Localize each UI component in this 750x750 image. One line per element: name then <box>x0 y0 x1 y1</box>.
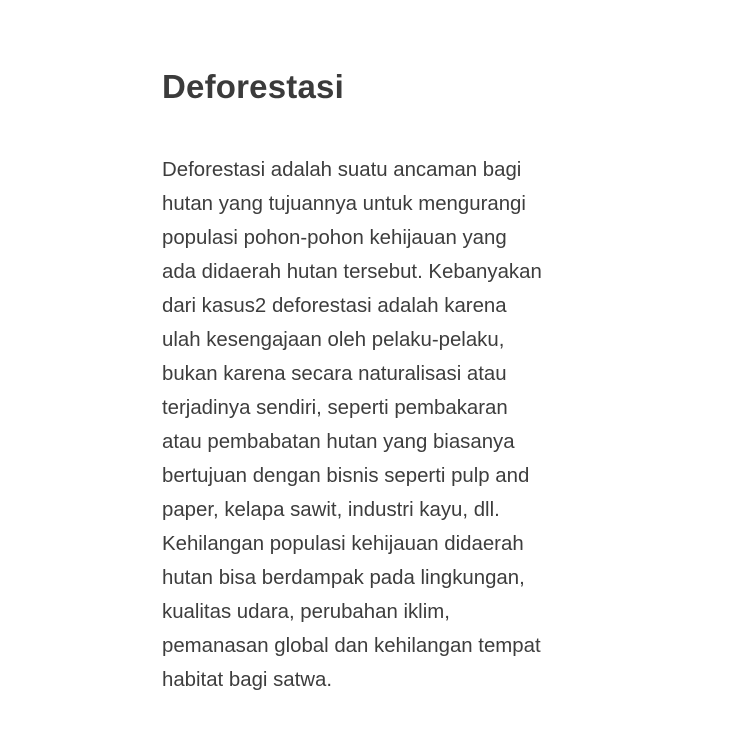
body-line: atau pembabatan hutan yang biasanya <box>162 431 515 453</box>
body-line: kualitas udara, perubahan iklim, <box>162 601 450 623</box>
body-line: ada didaerah hutan tersebut. Kebanyakan <box>162 261 542 283</box>
body-line: hutan yang tujuannya untuk mengurangi <box>162 193 526 215</box>
body-line: bertujuan dengan bisnis seperti pulp and <box>162 465 530 487</box>
article-title: Deforestasi <box>162 68 344 105</box>
body-line: pemanasan global dan kehilangan tempat <box>162 635 541 657</box>
body-line: paper, kelapa sawit, industri kayu, dll. <box>162 499 500 521</box>
body-line: populasi pohon-pohon kehijauan yang <box>162 227 507 249</box>
body-line: bukan karena secara naturalisasi atau <box>162 363 507 385</box>
body-line: habitat bagi satwa. <box>162 669 333 691</box>
body-line: hutan bisa berdampak pada lingkungan, <box>162 567 525 589</box>
body-line: dari kasus2 deforestasi adalah karena <box>162 295 507 317</box>
body-line: terjadinya sendiri, seperti pembakaran <box>162 397 508 419</box>
article-body <box>162 153 602 697</box>
body-line: Deforestasi adalah suatu ancaman bagi <box>162 159 522 181</box>
body-line: Kehilangan populasi kehijauan didaerah <box>162 533 524 555</box>
body-line: ulah kesengajaan oleh pelaku-pelaku, <box>162 329 505 351</box>
